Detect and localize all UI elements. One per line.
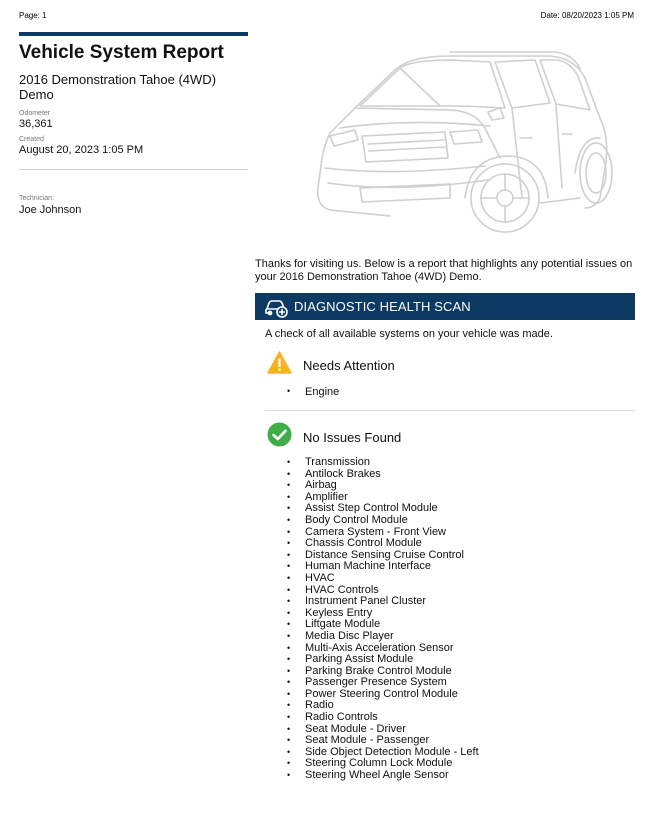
vehicle-illustration [300,48,620,248]
ok-item: • Multi-Axis Acceleration Sensor [278,643,479,655]
ok-item: • Amplifier [278,492,479,504]
ok-item: • Radio Controls [278,712,479,724]
ok-item: • Distance Sensing Cruise Control [278,550,479,562]
warning-icon [267,351,292,379]
ok-item: • Steering Wheel Angle Sensor [278,770,479,782]
car-diagnostic-icon [264,295,288,319]
ok-item: • Media Disc Player [278,631,479,643]
no-issues-list [278,457,479,782]
technician-name: Joe Johnson [19,204,82,216]
ok-item: • Human Machine Interface [278,561,479,573]
created-value: August 20, 2023 1:05 PM [19,144,144,156]
needs-attention-heading [267,351,395,379]
ok-item: • Instrument Panel Cluster [278,596,479,608]
diagnostic-banner [255,293,635,320]
odometer-label: Odometer [19,110,51,117]
attention-item: • Engine [278,386,339,398]
ok-item: • Steering Column Lock Module [278,758,479,770]
no-issues-heading [267,422,401,452]
left-divider [19,169,248,170]
ok-item: • Airbag [278,480,479,492]
section-divider [265,410,635,411]
ok-item: • Body Control Module [278,515,479,527]
ok-item: • Passenger Presence System [278,677,479,689]
ok-item: • HVAC [278,573,479,585]
title-accent-bar [19,32,248,36]
vehicle-name: 2016 Demonstration Tahoe (4WD) Demo [19,72,217,102]
ok-item: • Parking Brake Control Module [278,666,479,678]
check-circle-icon [267,422,292,452]
report-date: Date: 08/20/2023 1:05 PM [540,11,634,20]
ok-item: • HVAC Controls [278,585,479,597]
ok-item: • Parking Assist Module [278,654,479,666]
needs-attention-label: Needs Attention [303,357,395,373]
ok-item: • Radio [278,700,479,712]
ok-item: • Liftgate Module [278,619,479,631]
ok-item: • Transmission [278,457,479,469]
ok-item: • Chassis Control Module [278,538,479,550]
odometer-value: 36,361 [19,118,53,130]
diagnostic-banner-title: DIAGNOSTIC HEALTH SCAN [294,299,471,314]
ok-item: • Power Steering Control Module [278,689,479,701]
report-title: Vehicle System Report [19,42,224,63]
intro-paragraph: Thanks for visiting us. Below is a report that highlights any potential issues on your 2016 Demonstration Tahoe (4WD) Demo. [255,258,633,283]
scan-summary: A check of all available systems on your vehicle was made. [265,328,553,340]
created-label: Created [19,136,44,143]
page-number: Page: 1 [19,11,47,20]
needs-attention-list [278,386,339,398]
ok-item: • Side Object Detection Module - Left [278,747,479,759]
ok-item: • Antilock Brakes [278,469,479,481]
ok-item: • Seat Module - Driver [278,724,479,736]
technician-label: Technician: [19,195,55,202]
ok-item: • Keyless Entry [278,608,479,620]
ok-item: • Assist Step Control Module [278,503,479,515]
no-issues-label: No Issues Found [303,429,402,445]
ok-item: • Camera System - Front View [278,527,479,539]
ok-item: • Seat Module - Passenger [278,735,479,747]
